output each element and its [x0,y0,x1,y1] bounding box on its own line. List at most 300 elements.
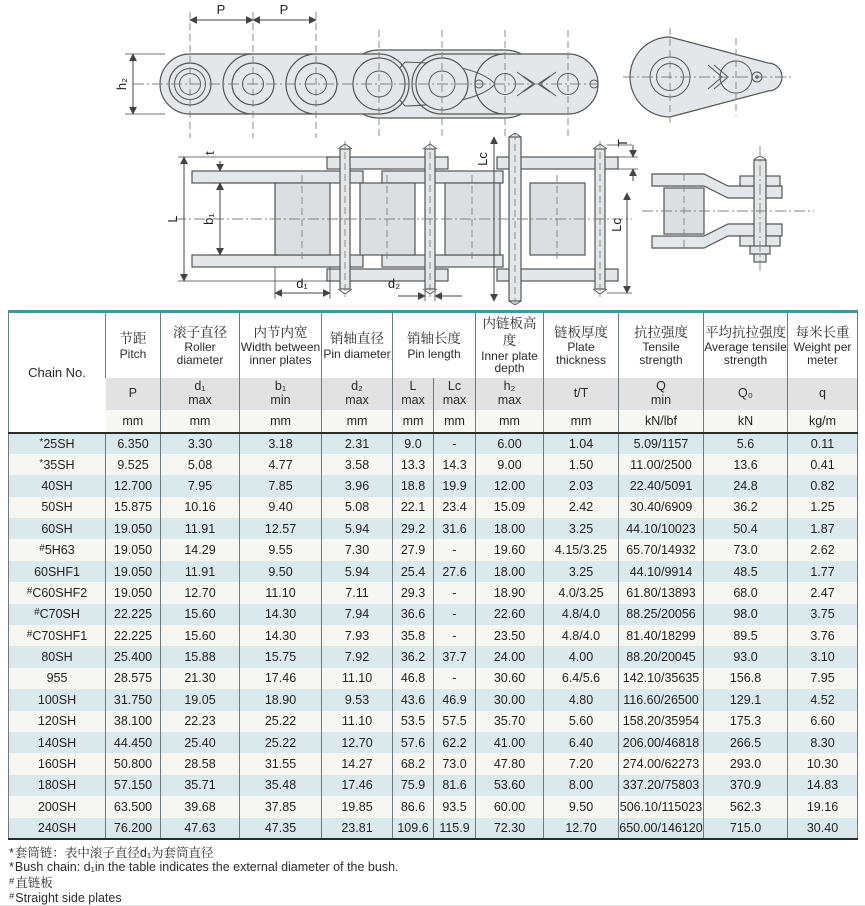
roller-diameter-cell: 14.29 [161,539,240,560]
pin-diameter-cell: 7.94 [322,604,393,625]
pin-diameter-cell: 14.27 [322,753,393,774]
weight-cell: 0.11 [788,433,858,454]
chain-no-cell: 955 [46,671,68,686]
weight-cell: 2.47 [788,582,858,603]
tensile-strength-cell: 650.00/146120 [619,818,704,839]
average-tensile-cell: 89.5 [704,625,788,646]
pin-diameter-cell: 17.46 [322,775,393,796]
unit-cell: mm [544,410,619,433]
inner-width-cell: 9.40 [240,497,322,518]
chain-no-cell: #5H63 [39,543,75,558]
chain-no-cell: 180SH [37,778,77,793]
inner-width-cell: 17.46 [240,668,322,689]
plate-thickness-cell: 3.25 [544,561,619,582]
pin-diameter-cell: 7.93 [322,625,393,646]
pitch-cell: 57.150 [106,775,161,796]
chain-no-cell: #C70SH [34,607,80,622]
sym-L: L max [393,378,434,410]
plate-thickness-cell: 4.00 [544,646,619,667]
chain-plan-view-drawing [80,133,640,305]
inner-width-cell: 9.55 [240,539,322,560]
pin-length-lc-cell: 93.5 [434,796,476,817]
pin-length-l-cell: 46.8 [393,668,434,689]
pitch-cell: 9.525 [106,454,161,475]
pin-length-l-cell: 29.3 [393,582,434,603]
roller-diameter-cell: 21.30 [161,668,240,689]
tensile-strength-cell: 30.40/6909 [619,497,704,518]
pin-length-lc-cell: 19.9 [434,475,476,496]
unit-cell: kg/m [788,410,858,433]
pin-length-l-cell: 109.6 [393,818,434,839]
pin-length-lc-cell: - [434,625,476,646]
roller-diameter-cell: 10.16 [161,497,240,518]
weight-cell: 4.52 [788,689,858,710]
roller-diameter-cell: 15.88 [161,646,240,667]
pin-length-l-cell: 25.4 [393,561,434,582]
weight-cell: 14.83 [788,775,858,796]
pitch-cell: 31.750 [106,689,161,710]
weight-cell: 1.87 [788,518,858,539]
pin-length-lc-cell: 14.3 [434,454,476,475]
pin-diameter-cell: 11.10 [322,668,393,689]
inner-width-cell: 4.77 [240,454,322,475]
inner-width-cell: 18.90 [240,689,322,710]
average-tensile-cell: 129.1 [704,689,788,710]
sym-tT: t/T [544,378,619,410]
roller-diameter-cell: 7.95 [161,475,240,496]
tensile-strength-cell: 44.10/10023 [619,518,704,539]
weight-cell: 3.76 [788,625,858,646]
plate-thickness-cell: 9.50 [544,796,619,817]
pin-length-l-cell: 36.2 [393,646,434,667]
roller-diameter-cell: 39.68 [161,796,240,817]
col-header-chain-no: Chain No. [28,364,86,380]
roller-diameter-cell: 15.60 [161,604,240,625]
plate-thickness-cell: 1.04 [544,433,619,454]
average-tensile-cell: 13.6 [704,454,788,475]
chain-spec-table [8,310,858,840]
chain-no-cell: 80SH [41,650,73,665]
table-row [9,646,858,667]
pin-length-l-cell: 57.6 [393,732,434,753]
tensile-strength-cell: 116.60/26500 [619,689,704,710]
pin-diameter-cell: 5.94 [322,561,393,582]
sym-b1: b₁ min [240,378,322,410]
pin-length-lc-cell: - [434,668,476,689]
tensile-strength-cell: 65.70/14932 [619,539,704,560]
unit-cell: mm [322,410,393,433]
pin-length-l-cell: 35.8 [393,625,434,646]
col-header-weight: 每米长重 Weight per meter [788,312,858,378]
chain-no-cell: 60SH [41,521,73,536]
unit-cell: mm [240,410,322,433]
chain-no-cell: 160SH [37,757,77,772]
pin-length-l-cell: 43.6 [393,689,434,710]
inner-plate-depth-cell: 35.70 [476,711,544,732]
pin-length-l-cell: 29.2 [393,518,434,539]
average-tensile-cell: 68.0 [704,582,788,603]
inner-width-cell: 37.85 [240,796,322,817]
tensile-strength-cell: 158.20/35954 [619,711,704,732]
pin-length-lc-cell: 57.5 [434,711,476,732]
col-header-pin-diameter: 销轴直径 Pin diameter [322,312,393,378]
col-header-inner-plate-depth: 内链板高度 Inner plate depth [476,312,544,378]
tensile-strength-cell: 11.00/2500 [619,454,704,475]
pin-length-lc-cell: 23.4 [434,497,476,518]
chain-no-cell: *25SH [39,436,75,451]
tensile-strength-cell: 337.20/75803 [619,775,704,796]
symbol-row [9,378,858,410]
sym-Q: Q min [619,378,704,410]
pin-diameter-cell: 11.10 [322,711,393,732]
tensile-strength-cell: 88.20/20045 [619,646,704,667]
pin-length-lc-cell: 31.6 [434,518,476,539]
weight-cell: 1.77 [788,561,858,582]
pitch-cell: 19.050 [106,561,161,582]
col-header-average-tensile: 平均抗拉强度 Average tensile strength [704,312,788,378]
pin-diameter-cell: 23.81 [322,818,393,839]
sym-Lc: Lc max [434,378,476,410]
weight-cell: 1.25 [788,497,858,518]
pitch-cell: 25.400 [106,646,161,667]
plate-thickness-cell: 8.00 [544,775,619,796]
inner-width-cell: 14.30 [240,604,322,625]
pin-length-lc-cell: 115.9 [434,818,476,839]
average-tensile-cell: 24.8 [704,475,788,496]
pin-diameter-cell: 3.58 [322,454,393,475]
roller-diameter-cell: 47.63 [161,818,240,839]
table-row [9,796,858,817]
footnote-straight-plates-en: #Straight side plates [9,891,122,906]
pitch-cell: 38.100 [106,711,161,732]
technical-drawings [0,0,865,305]
weight-cell: 0.41 [788,454,858,475]
inner-plate-depth-cell: 72.30 [476,818,544,839]
table-row [9,475,858,496]
average-tensile-cell: 5.6 [704,433,788,454]
roller-diameter-cell: 5.08 [161,454,240,475]
tensile-strength-cell: 206.00/46818 [619,732,704,753]
average-tensile-cell: 73.0 [704,539,788,560]
table-row [9,711,858,732]
plate-thickness-cell: 7.20 [544,753,619,774]
plate-thickness-cell: 5.60 [544,711,619,732]
pin-length-lc-cell: 62.2 [434,732,476,753]
average-tensile-cell: 266.5 [704,732,788,753]
roller-diameter-cell: 3.30 [161,433,240,454]
table-row [9,818,858,839]
chain-no-cell: 40SH [41,478,73,493]
unit-cell: mm [476,410,544,433]
average-tensile-cell: 36.2 [704,497,788,518]
pin-length-lc-cell: 73.0 [434,753,476,774]
inner-plate-depth-cell: 19.60 [476,539,544,560]
plate-thickness-cell: 4.15/3.25 [544,539,619,560]
average-tensile-cell: 156.8 [704,668,788,689]
roller-diameter-cell: 11.91 [161,518,240,539]
pitch-cell: 50.800 [106,753,161,774]
plate-thickness-cell: 6.4/5.6 [544,668,619,689]
pin-length-lc-cell: - [434,604,476,625]
sym-h2: h₂ max [476,378,544,410]
tensile-strength-cell: 61.80/13893 [619,582,704,603]
average-tensile-cell: 93.0 [704,646,788,667]
inner-width-cell: 47.35 [240,818,322,839]
plate-thickness-cell: 2.03 [544,475,619,496]
average-tensile-cell: 370.9 [704,775,788,796]
weight-cell: 3.10 [788,646,858,667]
pin-length-lc-cell: 27.6 [434,561,476,582]
pin-length-lc-cell: - [434,582,476,603]
unit-cell: kN/lbf [619,410,704,433]
roller-diameter-cell: 22.23 [161,711,240,732]
pin-diameter-cell: 3.96 [322,475,393,496]
inner-width-cell: 9.50 [240,561,322,582]
unit-cell: mm [161,410,240,433]
plate-thickness-cell: 12.70 [544,818,619,839]
dim-label-L: L [165,215,180,223]
table-row [9,732,858,753]
pin-diameter-cell: 7.30 [322,539,393,560]
pin-length-lc-cell: 81.6 [434,775,476,796]
average-tensile-cell: 48.5 [704,561,788,582]
tensile-strength-cell: 506.10/115023 [619,796,704,817]
col-header-roller-diameter: 滚子直径 Roller diameter [161,312,240,378]
offset-link-drawing [642,146,817,276]
spec-table-body [9,433,858,839]
average-tensile-cell: 50.4 [704,518,788,539]
weight-cell: 7.95 [788,668,858,689]
chain-no-cell: 240SH [37,820,77,835]
tensile-strength-cell: 5.09/1157 [619,433,704,454]
sym-Q0: Q₀ [704,378,788,410]
pin-diameter-cell: 7.92 [322,646,393,667]
footnote-bush-chain-en: *Bush chain: d₁in the table indicates the external diameter of the bush. [9,860,399,875]
table-row [9,433,858,454]
pitch-cell: 15.875 [106,497,161,518]
inner-plate-depth-cell: 24.00 [476,646,544,667]
inner-plate-depth-cell: 9.00 [476,454,544,475]
unit-cell: mm [122,413,144,428]
dim-label-d1: d₁ [296,276,308,291]
inner-width-cell: 11.10 [240,582,322,603]
inner-width-cell: 31.55 [240,753,322,774]
tensile-strength-cell: 274.00/62273 [619,753,704,774]
inner-plate-depth-cell: 22.60 [476,604,544,625]
col-header-tensile-strength: 抗拉强度 Tensile strength [619,312,704,378]
weight-cell: 30.40 [788,818,858,839]
tensile-strength-cell: 81.40/18299 [619,625,704,646]
average-tensile-cell: 715.0 [704,818,788,839]
pin-length-l-cell: 68.2 [393,753,434,774]
inner-width-cell: 3.18 [240,433,322,454]
footnote-straight-plates-cn: #直链板 [9,875,53,890]
inner-plate-depth-cell: 18.00 [476,518,544,539]
col-header-inner-width: 内节内宽 Width between inner plates [240,312,322,378]
tensile-strength-cell: 88.25/20056 [619,604,704,625]
roller-diameter-cell: 15.60 [161,625,240,646]
inner-plate-depth-cell: 60.00 [476,796,544,817]
table-row [9,539,858,560]
pitch-cell: 22.225 [106,604,161,625]
plate-thickness-cell: 3.25 [544,518,619,539]
tensile-strength-cell: 142.10/35635 [619,668,704,689]
inner-width-cell: 25.22 [240,732,322,753]
weight-cell: 6.60 [788,711,858,732]
plate-thickness-cell: 4.8/4.0 [544,625,619,646]
pitch-cell: 19.050 [106,582,161,603]
dim-label-lc-right: Lc [609,218,624,232]
inner-plate-depth-cell: 30.60 [476,668,544,689]
table-row [9,689,858,710]
plate-thickness-cell: 2.42 [544,497,619,518]
dim-label-d2: d₂ [387,276,401,291]
pin-diameter-cell: 5.94 [322,518,393,539]
table-row [9,625,858,646]
chain-no-cell: #C60SHF2 [26,585,88,600]
chain-side-view-drawing [95,2,600,150]
average-tensile-cell: 98.0 [704,604,788,625]
pin-diameter-cell: 12.70 [322,732,393,753]
pitch-cell: 44.450 [106,732,161,753]
pin-diameter-cell: 2.31 [322,433,393,454]
connecting-link-drawing [618,22,798,132]
inner-plate-depth-cell: 41.00 [476,732,544,753]
inner-width-cell: 12.57 [240,518,322,539]
inner-plate-depth-cell: 23.50 [476,625,544,646]
chain-no-cell: 100SH [37,692,77,707]
inner-width-cell: 7.85 [240,475,322,496]
chain-no-cell: 60SHF1 [34,564,80,579]
table-row [9,753,858,774]
chain-no-cell: 140SH [37,735,77,750]
roller-diameter-cell: 12.70 [161,582,240,603]
pin-length-l-cell: 18.8 [393,475,434,496]
dim-label-p2: P [279,2,289,17]
sym-d1: d₁ max [161,378,240,410]
pitch-cell: 19.050 [106,539,161,560]
unit-cell: kN [704,410,788,433]
chain-no-cell: #C70SHF1 [26,628,88,643]
pin-length-l-cell: 9.0 [393,433,434,454]
sym-pitch: P [128,385,137,400]
inner-width-cell: 14.30 [240,625,322,646]
pitch-cell: 22.225 [106,625,161,646]
plate-thickness-cell: 1.50 [544,454,619,475]
weight-cell: 2.62 [788,539,858,560]
unit-cell: mm [434,410,476,433]
col-header-pin-length: 销轴长度 Pin length [393,312,476,378]
unit-cell: mm [393,410,434,433]
dim-label-p1: P [216,2,226,17]
plate-thickness-cell: 4.8/4.0 [544,604,619,625]
dim-label-h2: h₂ [114,77,129,91]
chain-no-cell: 200SH [37,799,77,814]
dim-label-t: t [202,151,217,155]
inner-plate-depth-cell: 18.00 [476,561,544,582]
pitch-cell: 28.575 [106,668,161,689]
col-header-pitch: 节距 Pitch [106,312,161,378]
table-row [9,668,858,689]
pin-length-l-cell: 22.1 [393,497,434,518]
weight-cell: 3.75 [788,604,858,625]
inner-plate-depth-cell: 30.00 [476,689,544,710]
table-row [9,454,858,475]
pin-length-l-cell: 13.3 [393,454,434,475]
weight-cell: 0.82 [788,475,858,496]
pin-diameter-cell: 5.08 [322,497,393,518]
average-tensile-cell: 293.0 [704,753,788,774]
pin-length-l-cell: 75.9 [393,775,434,796]
inner-plate-depth-cell: 18.90 [476,582,544,603]
pitch-cell: 63.500 [106,796,161,817]
weight-cell: 19.16 [788,796,858,817]
roller-diameter-cell: 11.91 [161,561,240,582]
average-tensile-cell: 562.3 [704,796,788,817]
pin-length-lc-cell: - [434,539,476,560]
inner-width-cell: 15.75 [240,646,322,667]
pin-length-lc-cell: 46.9 [434,689,476,710]
chain-no-cell: 50SH [41,500,73,515]
roller-diameter-cell: 35.71 [161,775,240,796]
pin-diameter-cell: 7.11 [322,582,393,603]
sym-q: q [788,378,858,410]
inner-plate-depth-cell: 12.00 [476,475,544,496]
inner-plate-depth-cell: 6.00 [476,433,544,454]
table-row [9,775,858,796]
table-row [9,604,858,625]
chain-no-cell: 120SH [37,714,77,729]
inner-width-cell: 35.48 [240,775,322,796]
average-tensile-cell: 175.3 [704,711,788,732]
dim-label-T: T [615,139,630,147]
tensile-strength-cell: 22.40/5091 [619,475,704,496]
inner-plate-depth-cell: 47.80 [476,753,544,774]
plate-thickness-cell: 4.0/3.25 [544,582,619,603]
inner-plate-depth-cell: 53.60 [476,775,544,796]
table-header [9,312,858,433]
table-row [9,561,858,582]
chain-no-cell: *35SH [39,457,75,472]
col-header-plate-thickness: 链板厚度 Plate thickness [544,312,619,378]
pitch-cell: 12.700 [106,475,161,496]
table-row [9,518,858,539]
pitch-cell: 6.350 [106,433,161,454]
pin-diameter-cell: 19.85 [322,796,393,817]
inner-plate-depth-cell: 15.09 [476,497,544,518]
footnotes [9,846,865,906]
dim-label-b1: b₁ [201,213,216,225]
tensile-strength-cell: 44.10/9914 [619,561,704,582]
pin-length-l-cell: 53.5 [393,711,434,732]
pin-length-l-cell: 36.6 [393,604,434,625]
weight-cell: 10.30 [788,753,858,774]
table-row [9,497,858,518]
footnote-bush-chain-cn: *套筒链：表中滚子直径d₁为套筒直径 [9,845,214,860]
table-row [9,582,858,603]
sym-d2: d₂ max [322,378,393,410]
roller-diameter-cell: 25.40 [161,732,240,753]
plate-thickness-cell: 4.80 [544,689,619,710]
dim-label-lc-mid: Lc [475,152,490,166]
pin-length-l-cell: 86.6 [393,796,434,817]
pin-length-lc-cell: - [434,433,476,454]
roller-diameter-cell: 28.58 [161,753,240,774]
inner-width-cell: 25.22 [240,711,322,732]
weight-cell: 8.30 [788,732,858,753]
plate-thickness-cell: 6.40 [544,732,619,753]
pin-diameter-cell: 9.53 [322,689,393,710]
